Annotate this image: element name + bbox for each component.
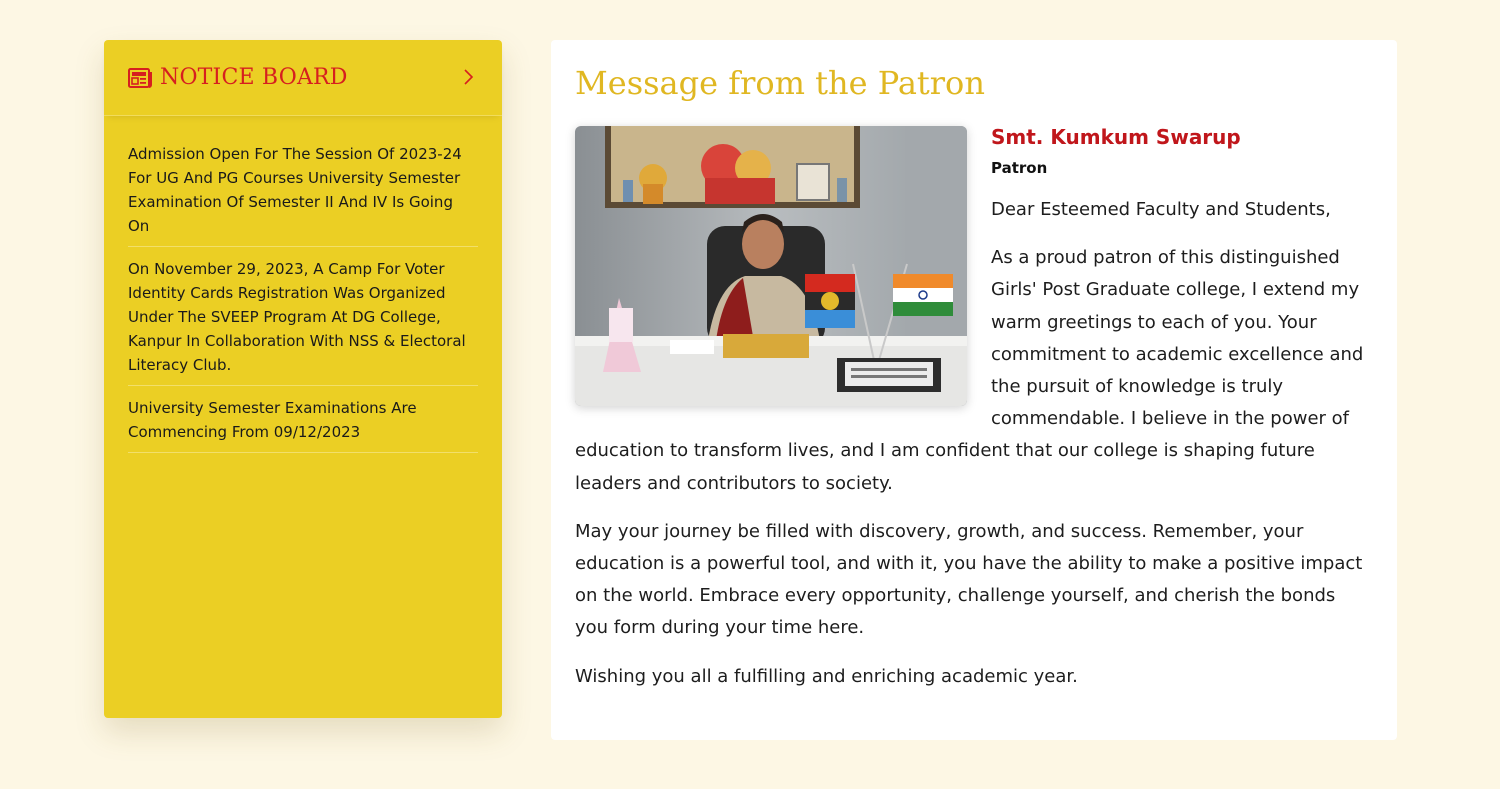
message-paragraph: May your journey be filled with discovery, growth, and success. Remember, your education is a powerful tool, and with it, you have the ability to make a positive impact on the world. Embrace every opportunity, challenge yourself, and cherish the bonds you form during your time here. <box>575 520 1363 639</box>
notice-board <box>104 40 502 718</box>
notice-board-title: NOTICE BOARD <box>160 65 348 90</box>
chevron-right-icon[interactable] <box>462 67 476 87</box>
notice-item[interactable]: University Semester Examinations Are Commencing From 09/12/2023 <box>128 396 478 453</box>
patron-message-card <box>551 40 1397 740</box>
message-paragraph: Dear Esteemed Faculty and Students, <box>991 199 1331 220</box>
patron-role: Patron <box>991 159 1048 177</box>
notice-item[interactable]: On November 29, 2023, A Camp For Voter Identity Cards Registration Was Organized Under The SVEEP Program At DG College, Kanpur In Collaboration With NSS & Electoral Literacy Club. <box>128 257 478 386</box>
patron-name: Smt. Kumkum Swarup <box>991 125 1241 149</box>
message-paragraph: Wishing you all a fulfilling and enriching academic year. <box>575 665 1078 687</box>
message-paragraph: As a proud patron of this distinguished Girls' Post Graduate college, I extend my warm greetings to each of you. Your commitment to academic excellence and the pursuit of knowledge is truly commendable. I believe in the power of education to transform lives, and I am confident that our college is shaping future leaders and contributors to society. <box>575 247 1364 494</box>
newspaper-icon <box>128 67 152 89</box>
patron-section-title: Message from the Patron <box>575 64 985 102</box>
notice-list <box>104 116 502 453</box>
notice-board-header[interactable] <box>104 40 502 116</box>
notice-item[interactable]: Admission Open For The Session Of 2023-24 For UG And PG Courses University Semester Examination Of Semester II And IV Is Going On <box>128 142 478 247</box>
patron-photo <box>575 126 967 406</box>
